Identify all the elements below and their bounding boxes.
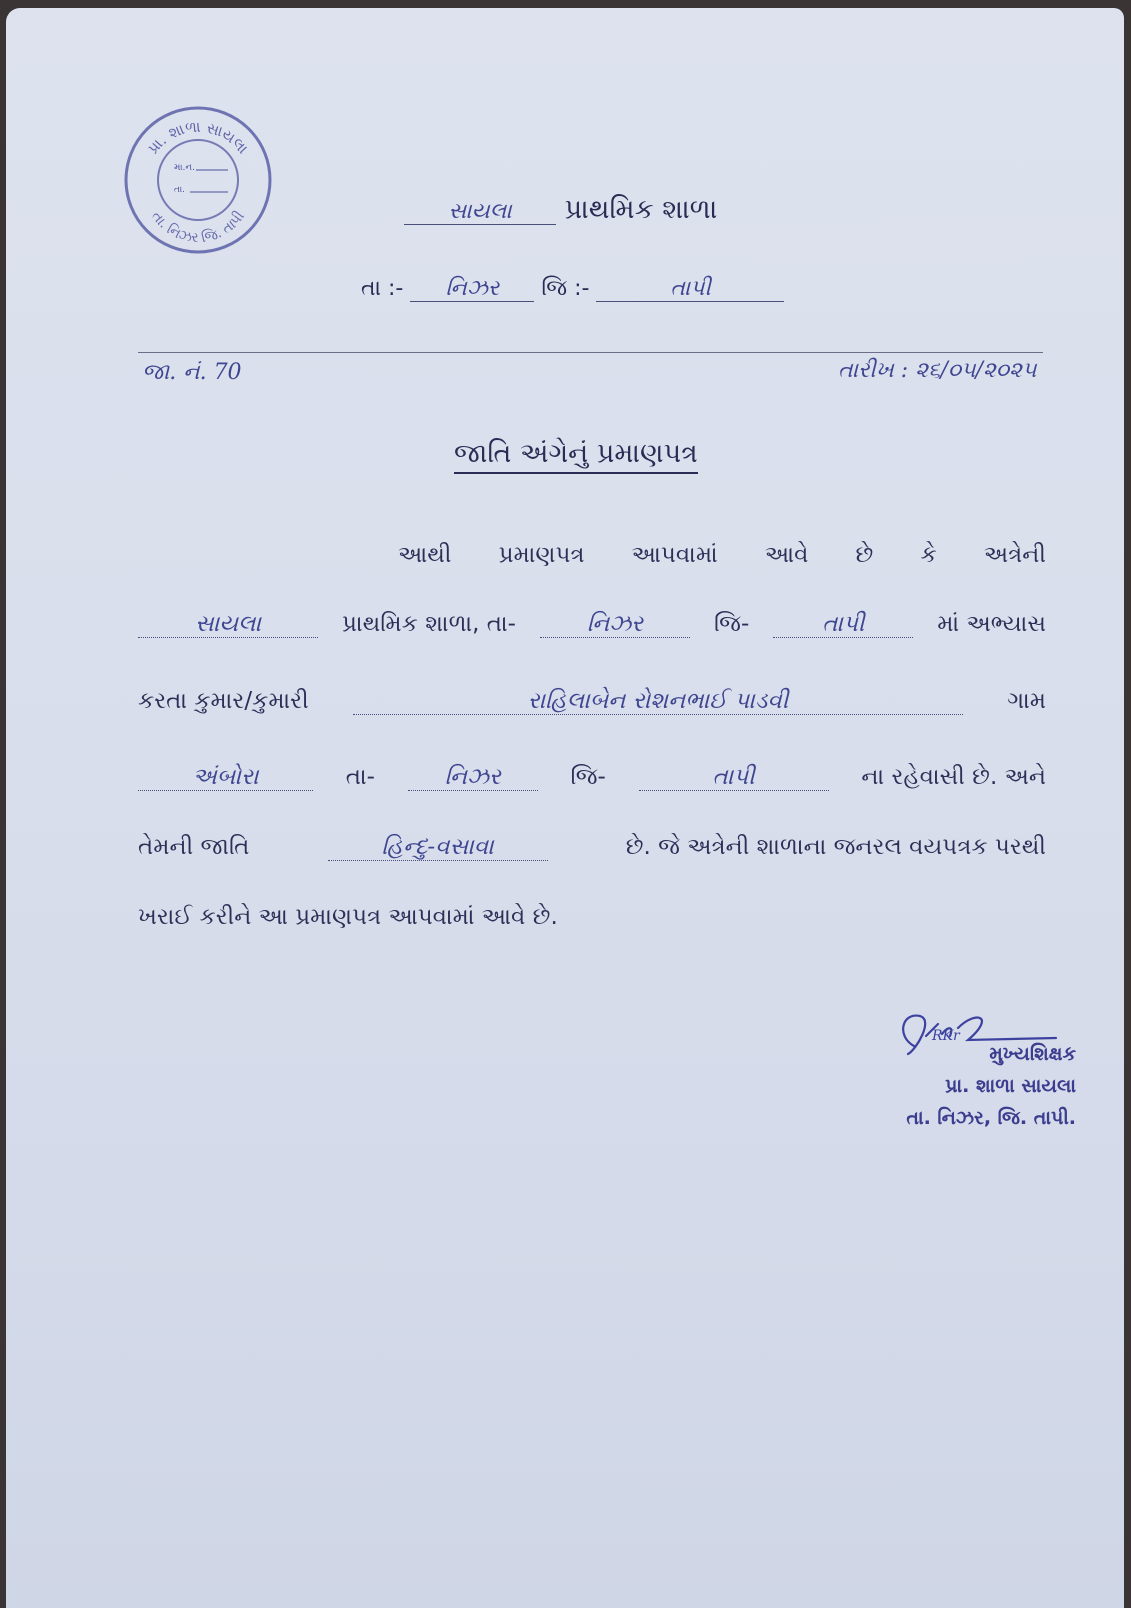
- caste-after-text: છે. જે અત્રેની શાળાના જનરલ વયપત્રક પરથી: [625, 834, 1046, 860]
- body-line-3: [138, 688, 1046, 715]
- body-line-2: [138, 611, 1046, 638]
- body-word: છે: [855, 542, 874, 568]
- header-divider: [138, 352, 1043, 353]
- signatory-school: પ્રા. શાળા સાયલા: [945, 1075, 1076, 1097]
- resident-text: ના રહેવાસી છે. અને: [861, 764, 1046, 790]
- certificate-date: [838, 358, 1036, 383]
- body-word: આપવામાં: [631, 542, 718, 568]
- date-value: ૨૬/૦૫/૨૦૨૫: [915, 358, 1037, 383]
- study-text: માં અભ્યાસ: [937, 611, 1046, 637]
- body-line-5: [138, 834, 1046, 861]
- school-name-handwritten: સાયલા: [404, 199, 556, 225]
- caste-label: તેમની જાતિ: [138, 834, 250, 860]
- certificate-page: [6, 8, 1124, 1608]
- svg-text:તા. નિઝર જિ. તાપી: તા. નિઝર જિ. તાપી: [148, 208, 248, 247]
- outward-number-value: 70: [213, 360, 242, 385]
- signature-block: [876, 1008, 1076, 1134]
- district-text-2: જિ-: [570, 764, 606, 790]
- date-label: તારીખ :: [838, 358, 909, 383]
- taluka-label: તા :-: [361, 276, 404, 301]
- district-handwritten: તાપી: [596, 276, 784, 302]
- outward-number: [142, 360, 242, 385]
- body-word: અત્રેની: [983, 542, 1046, 568]
- body-word: પ્રમાણપત્ર: [498, 542, 585, 568]
- school-fill: સાયલા: [138, 611, 318, 638]
- taluka-handwritten: નિઝર: [410, 276, 534, 302]
- taluka-fill-2: નિઝર: [408, 764, 538, 791]
- caste-fill: હિન્દુ-વસાવા: [328, 834, 548, 861]
- svg-text:પ્રા. શાળા સાયલા: પ્રા. શાળા સાયલા: [144, 117, 252, 158]
- body-word: આથી: [398, 542, 452, 568]
- district-fill-2: તાપી: [639, 764, 829, 791]
- taluka-district-line: [361, 276, 784, 302]
- body-word: આવે: [764, 542, 809, 568]
- certificate-title: જાતિ અંગેનું પ્રમાણપત્ર: [454, 438, 698, 474]
- village-label: ગામ: [1007, 688, 1046, 714]
- student-label: કરતા કુમાર/કુમારી: [138, 688, 309, 714]
- taluka-fill: નિઝર: [540, 611, 690, 638]
- closing-text: ખરાઈ કરીને આ પ્રમાણપત્ર આપવામાં આવે છે.: [138, 904, 558, 930]
- svg-text:તા.: તા.: [174, 185, 186, 195]
- school-text: પ્રાથમિક શાળા, તા-: [342, 611, 516, 637]
- school-heading: [404, 194, 717, 226]
- svg-text:મા.ન.: મા.ન.: [174, 163, 195, 173]
- school-stamp-seal: [122, 104, 274, 256]
- body-line-6: [138, 904, 1046, 930]
- body-line-1: [398, 542, 1046, 568]
- district-label: જિ :-: [541, 276, 590, 301]
- body-line-4: [138, 764, 1046, 791]
- district-text: જિ-: [713, 611, 750, 637]
- signatory-place: તા. નિઝર, જિ. તાપી.: [906, 1107, 1076, 1129]
- school-heading-label: પ્રાથમિક શાળા: [564, 194, 718, 225]
- signatory-title: મુખ્યશિક્ષક: [989, 1043, 1076, 1065]
- body-word: કે: [920, 542, 937, 568]
- signature-initials: RKr: [932, 1028, 960, 1044]
- outward-number-label: જા. નં.: [142, 360, 207, 385]
- village-fill: અંબોરા: [138, 764, 313, 791]
- taluka-text-2: તા-: [345, 764, 375, 790]
- student-name-fill: રાહિલાબેન રોશનભાઈ પાડવી: [353, 688, 963, 715]
- district-fill: તાપી: [773, 611, 913, 638]
